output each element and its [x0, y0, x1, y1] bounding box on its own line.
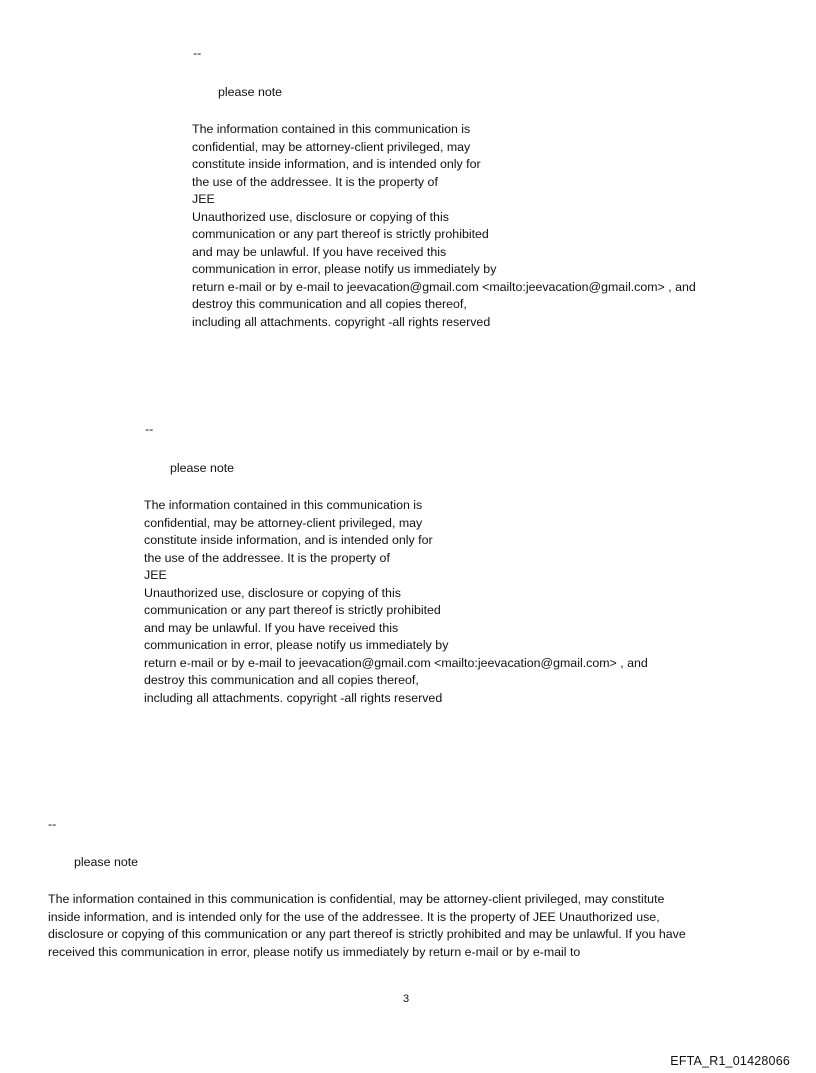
- confidentiality-notice-2: [144, 497, 648, 707]
- notice-line: including all attachments. copyright -all rights reserved: [144, 690, 443, 705]
- notice-line: return e-mail or by e-mail to jeevacation@gmail.com <mailto:jeevacation@gmail.com> , and: [144, 655, 648, 670]
- notice-line: the use of the addressee. It is the property of: [192, 174, 438, 189]
- notice-line: communication in error, please notify us immediately by: [144, 638, 449, 652]
- notice-line: JEE: [192, 192, 215, 206]
- notice-line: destroy this communication and all copies thereof,: [192, 297, 467, 311]
- notice-line: inside information, and is intended only for the use of the addressee. It is the property of JEE Unauthorized use,: [48, 909, 660, 924]
- bates-number: EFTA_R1_01428066: [670, 1054, 790, 1068]
- separator-2: --: [145, 422, 154, 436]
- notice-line: the use of the addressee. It is the property of: [144, 550, 390, 565]
- notice-line: confidential, may be attorney-client privileged, may: [192, 139, 471, 154]
- notice-line: and may be unlawful. If you have received this: [144, 620, 399, 635]
- notice-line: The information contained in this communication is confidential, may be attorney-client privileged, may constitute: [48, 892, 665, 906]
- notice-line: constitute inside information, and is intended only for: [144, 533, 433, 547]
- separator-1: --: [193, 46, 202, 60]
- notice-line: The information contained in this communication is: [144, 498, 423, 512]
- notice-line: destroy this communication and all copies thereof,: [144, 673, 419, 687]
- confidentiality-notice-1: [192, 121, 696, 331]
- separator-3: --: [48, 817, 57, 831]
- notice-line: constitute inside information, and is intended only for: [192, 157, 481, 171]
- notice-line: and may be unlawful. If you have received this: [192, 244, 447, 259]
- notice-line: Unauthorized use, disclosure or copying of this: [192, 209, 449, 224]
- please-note-heading-2: please note: [170, 461, 235, 475]
- notice-line: including all attachments. copyright -all rights reserved: [192, 314, 491, 329]
- notice-line: disclosure or copying of this communication or any part thereof is strictly prohibited and may be unlawful. If you have: [48, 927, 686, 942]
- confidentiality-notice-3: [48, 891, 686, 961]
- please-note-heading-1: please note: [218, 85, 283, 99]
- notice-line: communication or any part thereof is strictly prohibited: [144, 603, 441, 617]
- notice-line: communication or any part thereof is strictly prohibited: [192, 227, 489, 241]
- notice-line: received this communication in error, please notify us immediately by return e-mail or by e-mail to: [48, 944, 581, 959]
- notice-line: communication in error, please notify us immediately by: [192, 262, 497, 276]
- notice-line: confidential, may be attorney-client privileged, may: [144, 515, 423, 530]
- notice-line: JEE: [144, 568, 167, 582]
- please-note-heading-3: please note: [74, 855, 139, 869]
- notice-line: Unauthorized use, disclosure or copying of this: [144, 585, 401, 600]
- notice-line: The information contained in this communication is: [192, 122, 471, 136]
- notice-line: return e-mail or by e-mail to jeevacation@gmail.com <mailto:jeevacation@gmail.com> , and: [192, 279, 696, 294]
- page-number: 3: [403, 993, 410, 1005]
